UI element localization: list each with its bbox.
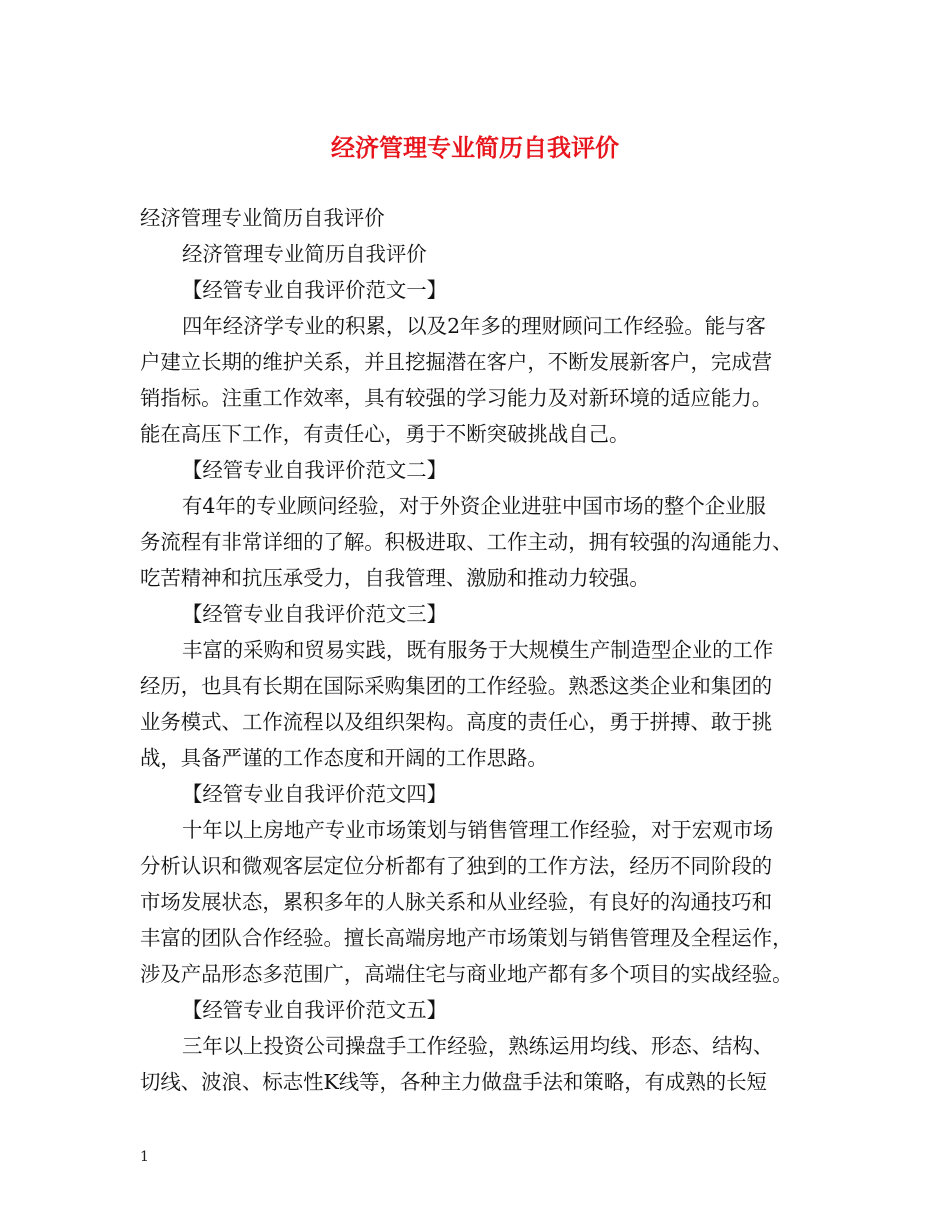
text-line: 有4年的专业顾问经验，对于外资企业进驻中国市场的整个企业服 <box>182 494 766 518</box>
text-line: 分析认识和微观客层定位分析都有了独到的工作方法，经历不同阶段的 <box>140 854 773 878</box>
document-body <box>140 200 830 1100</box>
text-line: 十年以上房地产专业市场策划与销售管理工作经验，对于宏观市场 <box>182 818 774 842</box>
section-heading: 【经管专业自我评价范文四】 <box>182 782 448 806</box>
text-line: 市场发展状态，累积多年的人脉关系和从业经验，有良好的沟通技巧和 <box>140 890 773 914</box>
text-line: 能在高压下工作，有责任心，勇于不断突破挑战自己。 <box>140 422 630 446</box>
section-heading: 【经管专业自我评价范文二】 <box>182 458 448 482</box>
text-line: 四年经济学专业的积累，以及2年多的理财顾问工作经验。能与客 <box>182 314 766 338</box>
page-number: 1 <box>140 1149 149 1165</box>
text-line: 涉及产品形态多范围广，高端住宅与商业地产都有多个项目的实战经验。 <box>140 962 793 986</box>
text-line: 业务模式、工作流程以及组织架构。高度的责任心，勇于拼搏、敢于挑 <box>140 710 773 734</box>
text-line: 战，具备严谨的工作态度和开阔的工作思路。 <box>140 746 548 770</box>
text-line: 经济管理专业简历自我评价 <box>140 206 385 230</box>
section-heading: 【经管专业自我评价范文三】 <box>182 602 448 626</box>
section-heading: 【经管专业自我评价范文一】 <box>182 278 448 302</box>
text-line: 销指标。注重工作效率，具有较强的学习能力及对新环境的适应能力。 <box>140 386 773 410</box>
section-heading: 【经管专业自我评价范文五】 <box>182 998 448 1022</box>
text-line: 户建立长期的维护关系，并且挖掘潜在客户，不断发展新客户，完成营 <box>140 350 773 374</box>
text-line: 丰富的采购和贸易实践，既有服务于大规模生产制造型企业的工作 <box>182 638 774 662</box>
text-line: 吃苦精神和抗压承受力，自我管理、激励和推动力较强。 <box>140 566 650 590</box>
text-line: 丰富的团队合作经验。擅长高端房地产市场策划与销售管理及全程运作， <box>140 926 793 950</box>
text-line: 切线、波浪、标志性K线等，各种主力做盘手法和策略，有成熟的长短 <box>140 1070 767 1094</box>
text-line: 务流程有非常详细的了解。积极进取、工作主动，拥有较强的沟通能力、 <box>140 530 793 554</box>
text-line: 经济管理专业简历自我评价 <box>182 242 427 266</box>
document-title: 经济管理专业简历自我评价 <box>331 133 619 162</box>
text-line: 三年以上投资公司操盘手工作经验，熟练运用均线、形态、结构、 <box>182 1034 774 1058</box>
text-line: 经历，也具有长期在国际采购集团的工作经验。熟悉这类企业和集团的 <box>140 674 773 698</box>
